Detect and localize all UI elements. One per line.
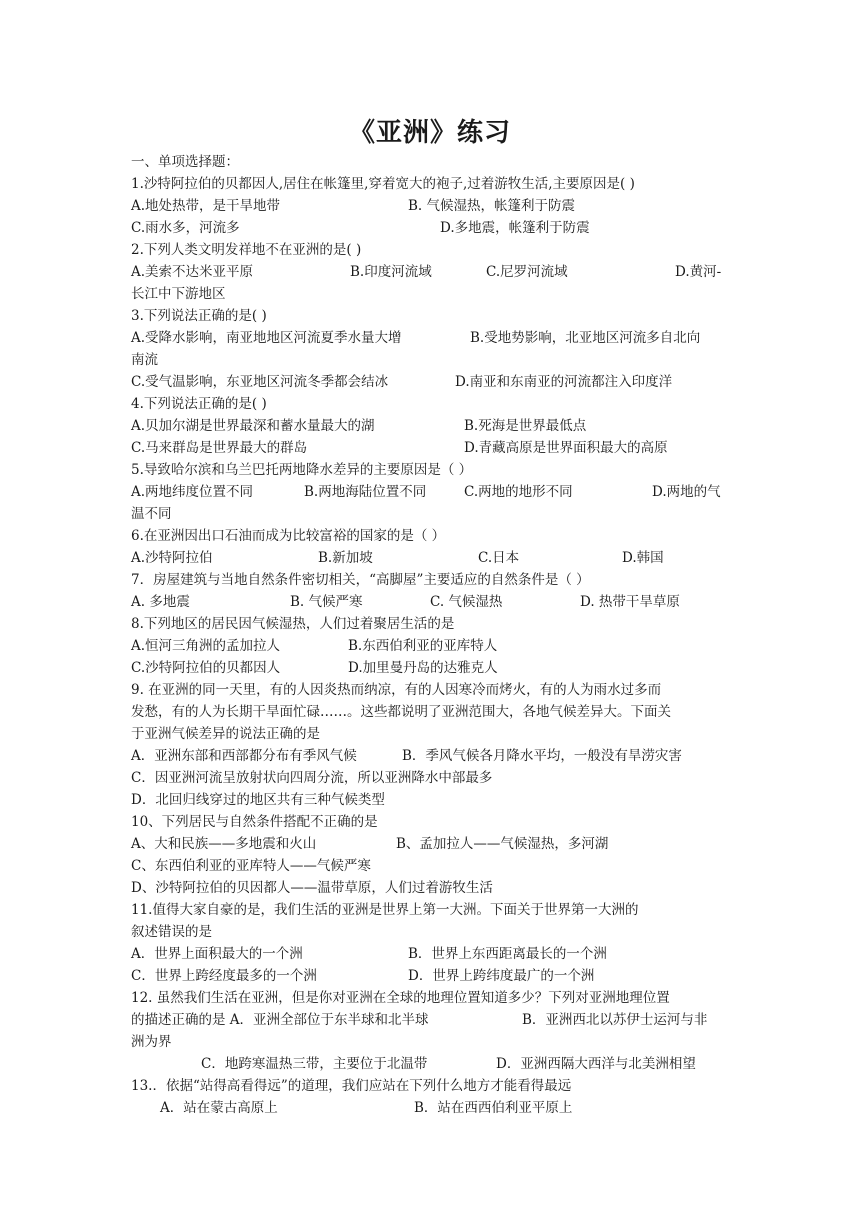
question-text-line: 发愁，有的人为长期干旱面忙碌……。这些都说明了亚洲范围大，各地气候差异大。下面关 [131,704,671,720]
question-text-line: D．世界上跨纬度最广的一个洲 [408,968,595,984]
question-text-line: B、孟加拉人——气候湿热，多河湖 [396,836,609,852]
question-text-line: 6.在亚洲因出口石油而成为比较富裕的国家的是（ ） [131,528,446,544]
question-text-line: D．亚洲西隔大西洋与北美洲相望 [496,1056,696,1072]
question-text-line: A.美索不达米亚平原 [131,264,254,280]
question-text-line: C.雨水多，河流多 [131,220,240,236]
question-text-line: C．因亚洲河流呈放射状向四周分流，所以亚洲降水中部最多 [131,770,493,786]
question-text-line: A.两地纬度位置不同 [131,484,254,500]
question-text-line: 洲为界 [131,1034,172,1050]
question-text-line: 4.下列说法正确的是( ) [131,396,267,412]
question-text-line: B．世界上东西距离最长的一个洲 [408,946,607,962]
question-text-line: A.贝加尔湖是世界最深和蓄水量最大的湖 [131,418,375,434]
question-text-line: A.受降水影响，南亚地地区河流夏季水量大增 [131,330,402,346]
question-text-line: C.受气温影响，东亚地区河流冬季都会结冰 [131,374,389,390]
question-text-line: 温不同 [131,506,172,522]
question-text-line: D.南亚和东南亚的河流都注入印度洋 [455,374,673,390]
question-text-line: 10、下列居民与自然条件搭配不正确的是 [131,814,378,830]
question-text-line: A.沙特阿拉伯 [131,550,213,566]
question-text-line: C、东西伯利亚的亚库特人——气候严寒 [131,858,371,874]
question-text-line: A.地处热带，是干旱地带 [131,198,281,214]
question-text-line: D.黄河- [675,264,722,280]
page-title: 《亚洲》练习 [348,118,511,148]
question-text-line: A. 多地震 [131,594,190,610]
question-text-line: 13.．依据“站得高看得远”的道理，我们应站在下列什么地方才能看得最远 [131,1078,572,1094]
question-text-line: 的描述正确的是 A．亚洲全部位于东半球和北半球 [131,1012,429,1028]
question-text-line: B．站在西西伯利亚平原上 [414,1100,573,1116]
question-text-line: 5.导致哈尔滨和乌兰巴托两地降水差异的主要原因是（ ） [131,462,473,478]
question-text-line: A.恒河三角洲的孟加拉人 [131,638,281,654]
question-text-line: 于亚洲气候差异的说法正确的是 [131,726,320,742]
question-text-line: B．季风气候各月降水平均，一般没有旱涝灾害 [402,748,682,764]
question-text-line: 7．房屋建筑与当地自然条件密切相关，“高脚屋”主要适应的自然条件是（ ） [131,572,590,588]
question-text-line: 12. 虽然我们生活在亚洲，但是你对亚洲在全球的地理位置知道多少？下列对亚洲地理位置 [131,990,670,1006]
question-text-line: C.马来群岛是世界最大的群岛 [131,440,308,456]
question-text-line: D. 热带干旱草原 [580,594,680,610]
question-text-line: D.加里曼丹岛的达雅克人 [348,660,498,676]
question-text-line: 长江中下游地区 [131,286,226,302]
question-text-line: C.尼罗河流域 [486,264,568,280]
question-text-line: 叙述错误的是 [131,924,212,940]
question-text-line: C.沙特阿拉伯的贝都因人 [131,660,281,676]
question-text-line: D.韩国 [622,550,664,566]
question-text-line: B.东西伯利亚的亚库特人 [348,638,498,654]
question-text-line: A．站在蒙古高原上 [160,1100,278,1116]
question-text-line: C.两地的地形不同 [464,484,573,500]
question-text-line: A．亚洲东部和西部都分布有季风气候 [131,748,357,764]
question-text-line: C. 气候湿热 [430,594,503,610]
section-heading: 一、单项选择题： [131,154,239,170]
question-text-line: C．世界上跨经度最多的一个洲 [131,968,317,984]
question-text-line: 9. 在亚洲的同一天里，有的人因炎热而纳凉，有的人因寒冷而烤火，有的人为雨水过多而 [131,682,662,698]
question-text-line: 南流 [131,352,158,368]
question-text-line: 11.值得大家自豪的是，我们生活的亚洲是世界上第一大洲。下面关于世界第一大洲的 [131,902,639,918]
question-text-line: B.两地海陆位置不同 [304,484,427,500]
question-text-line: D.青藏高原是世界面积最大的高原 [464,440,668,456]
question-text-line: C．地跨寒温热三带，主要位于北温带 [201,1056,428,1072]
question-text-line: B．亚洲西北以苏伊士运河与非 [522,1012,708,1028]
question-text-line: D.多地震，帐篷利于防震 [440,220,590,236]
question-text-line: 3.下列说法正确的是( ) [131,308,267,324]
question-text-line: D.两地的气 [652,484,721,500]
question-text-line: 2.下列人类文明发祥地不在亚洲的是( ) [131,242,362,258]
question-text-line: D．北回归线穿过的地区共有三种气候类型 [131,792,385,808]
question-text-line: 1.沙特阿拉伯的贝都因人,居住在帐篷里,穿着宽大的袍子,过着游牧生活,主要原因是( ) [131,176,635,192]
question-text-line: B. 气候严寒 [290,594,363,610]
question-text-line: A、大和民族——多地震和火山 [131,836,317,852]
question-text-line: 8.下列地区的居民因气候湿热，人们过着聚居生活的是 [131,616,455,632]
question-text-line: B.受地势影响，北亚地区河流多自北向 [470,330,701,346]
question-text-line: B.新加坡 [318,550,373,566]
question-text-line: B.死海是世界最低点 [464,418,587,434]
question-text-line: B. 气候湿热，帐篷利于防震 [408,198,576,214]
question-text-line: B.印度河流域 [350,264,432,280]
question-text-line: D、沙特阿拉伯的贝因都人——温带草原，人们过着游牧生活 [131,880,493,896]
question-text-line: A．世界上面积最大的一个洲 [131,946,303,962]
question-text-line: C.日本 [478,550,520,566]
